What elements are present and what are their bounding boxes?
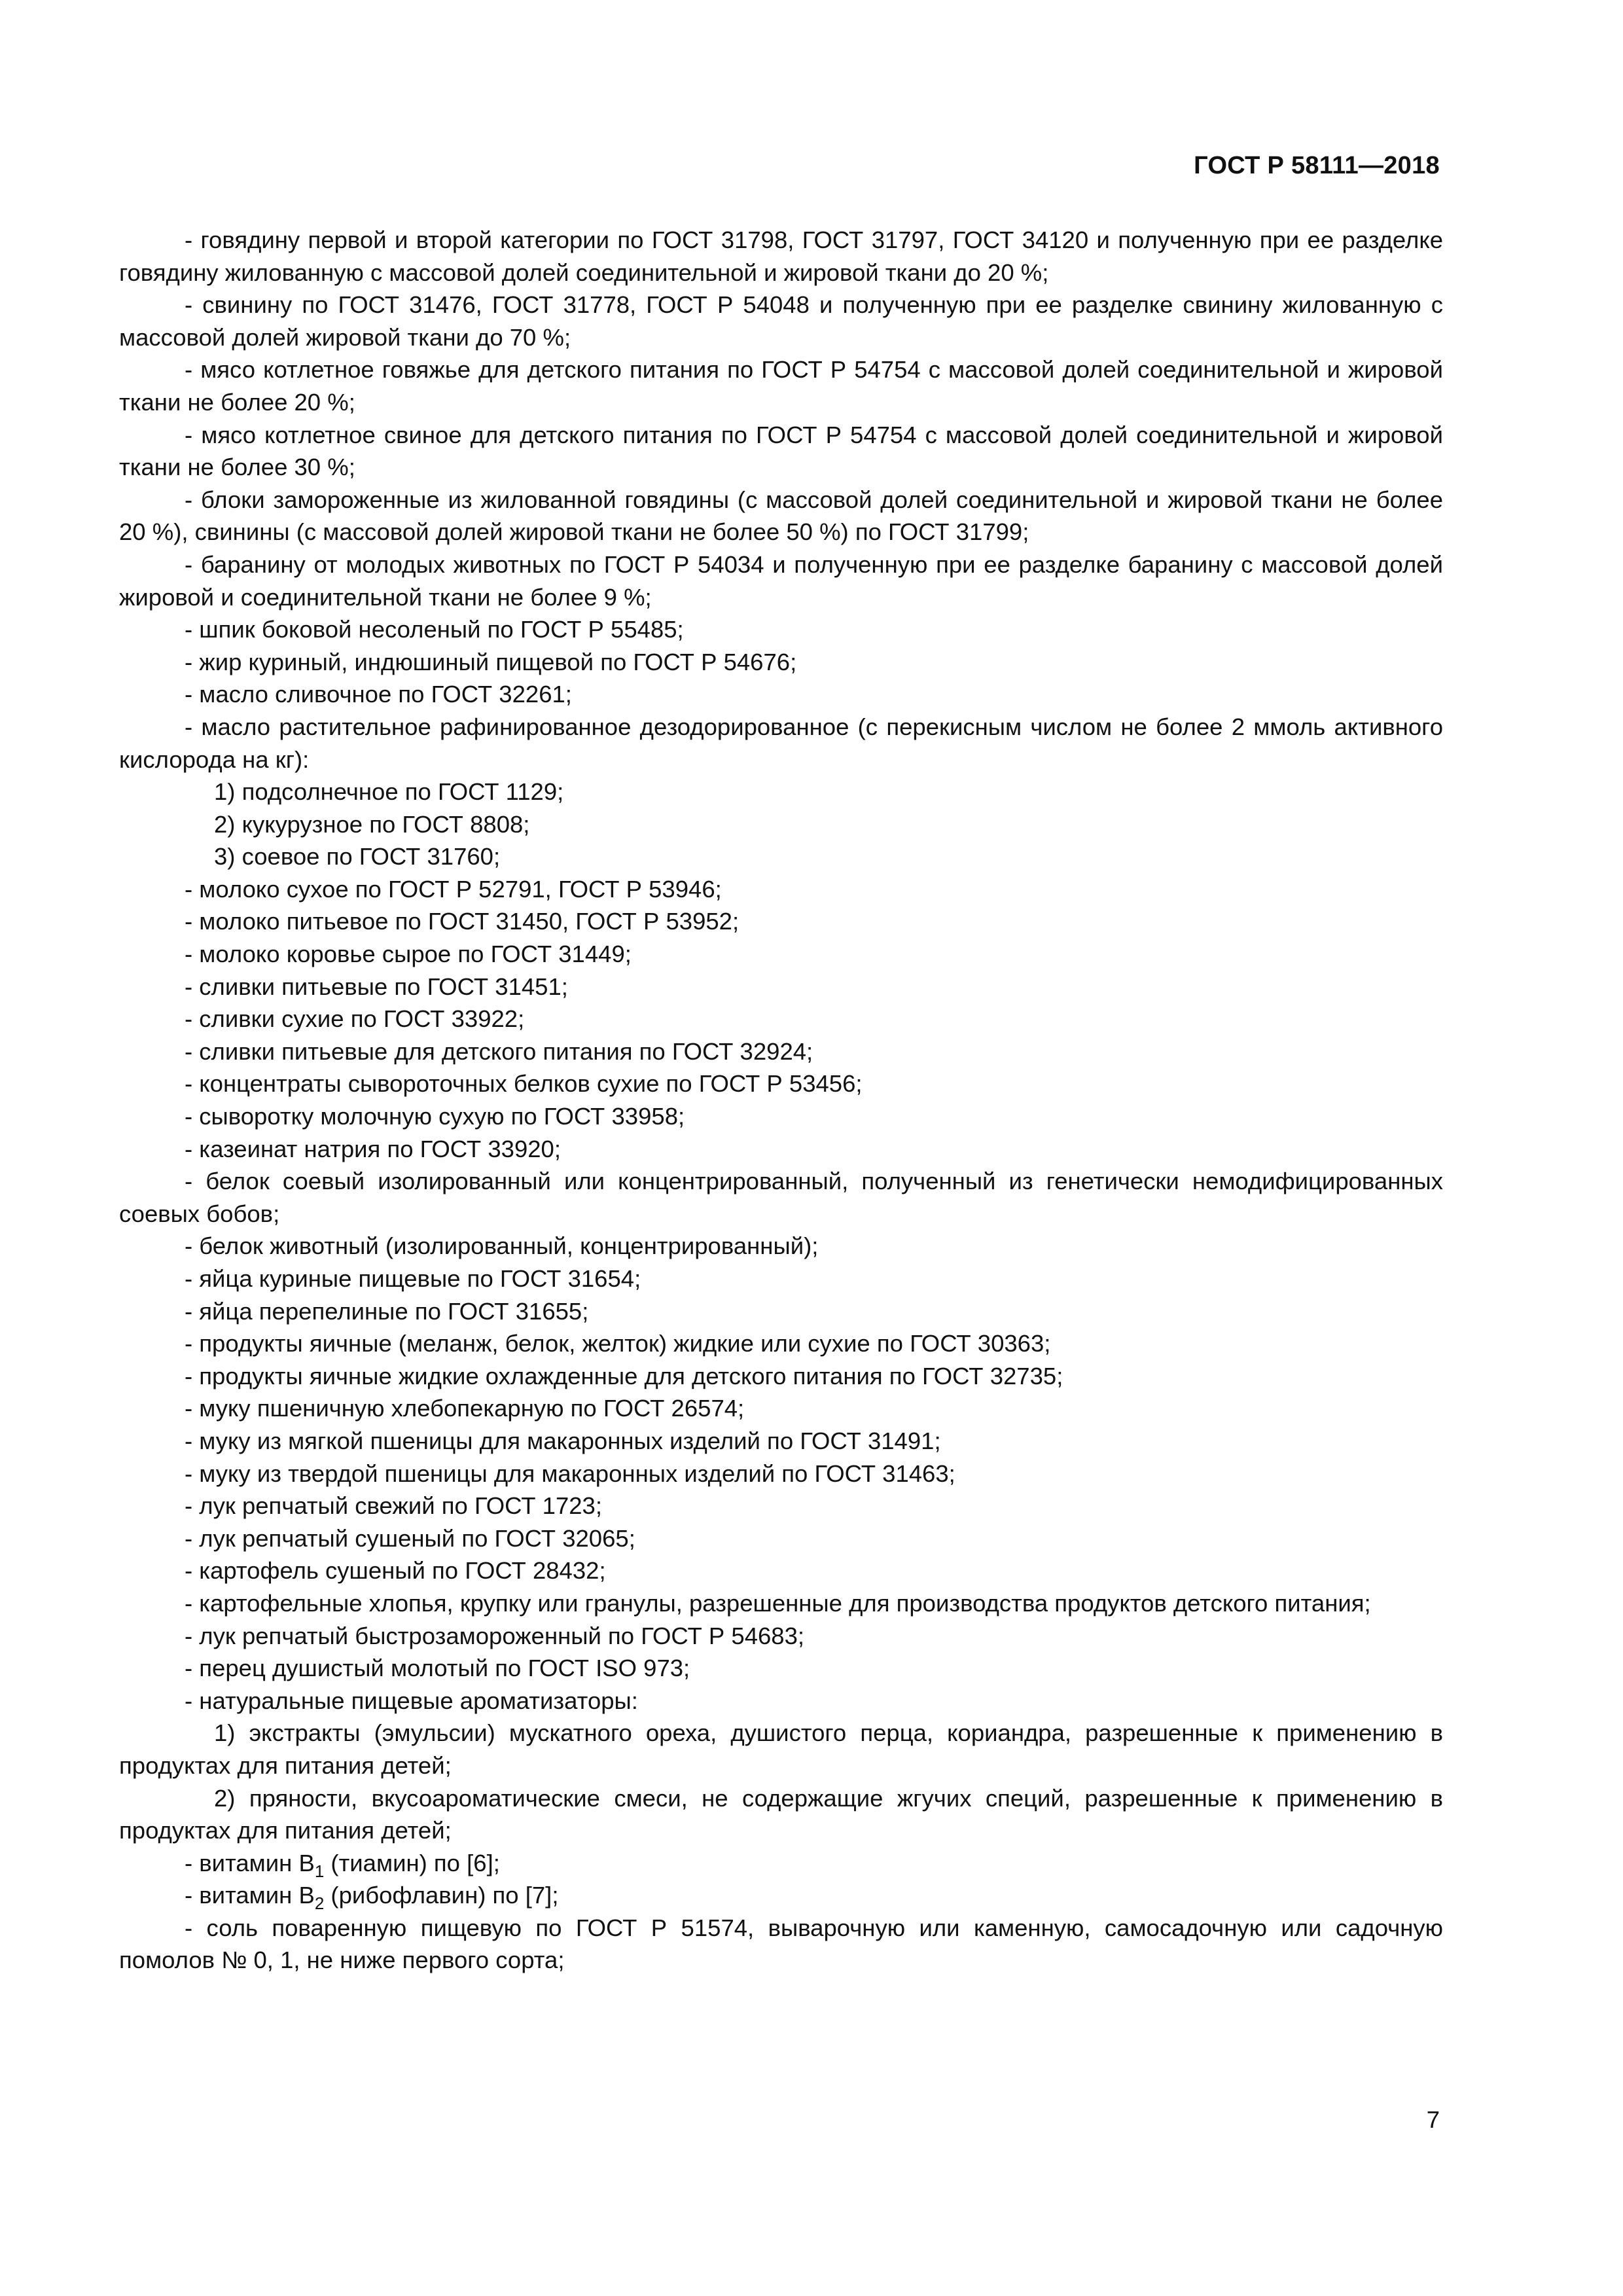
list-item: - сливки питьевые по ГОСТ 31451; [185,973,568,1000]
vitamin-b1-prefix: - витамин В [185,1849,315,1876]
list-item: - белок животный (изолированный, концентрированный); [185,1232,819,1260]
list-item: - баранину от молодых животных по ГОСТ Р 54034 и полученную при ее разделке баранину с массовой долей жировой и соединительной ткани не более 9 %; [119,550,1443,611]
list-item: - мясо котлетное говяжье для детского питания по ГОСТ Р 54754 с массовой долей соединительной и жировой ткани не более 20 %; [119,356,1443,416]
document-header: ГОСТ Р 58111—2018 [1194,152,1440,179]
list-item: - соль поваренную пищевую по ГОСТ Р 51574, выварочную или каменную, самосадочную или садочную помолов № 0, 1, не ниже первого сорта; [119,1914,1443,1974]
list-item: - говядину первой и второй категории по ГОСТ 31798, ГОСТ 31797, ГОСТ 34120 и полученную при ее разделке говядину жилованную с массовой долей соединительной и жировой ткани до 20 %; [119,226,1443,286]
list-item: - молоко коровье сырое по ГОСТ 31449; [185,941,632,968]
vitamin-b1-subscript: 1 [314,1861,325,1881]
list-item: - масло растительное рафинированное дезодорированное (с перекисным числом не более 2 ммоль активного кислорода на кг): [119,713,1443,773]
list-item: - белок соевый изолированный или концентрированный, полученный из генетически немодифицированных соевых бобов; [119,1168,1443,1227]
list-item: - сыворотку молочную сухую по ГОСТ 33958; [185,1103,685,1130]
ingredients-list [119,224,1443,1977]
list-item: - сливки сухие по ГОСТ 33922; [185,1005,525,1033]
sub-list-item: 3) соевое по ГОСТ 31760; [214,843,501,870]
list-item: - концентраты сывороточных белков сухие по ГОСТ Р 53456; [185,1070,863,1098]
list-item: - жир куриный, индюшиный пищевой по ГОСТ Р 54676; [185,648,797,675]
vitamin-b2-suffix: (рибофлавин) по [7]; [324,1882,559,1909]
list-item-vitamin-b2 [119,1879,1443,1912]
list-item: - свинину по ГОСТ 31476, ГОСТ 31778, ГОСТ Р 54048 и полученную при ее разделке свинину жилованную с массовой долей жировой ткани до 70 %; [119,291,1443,351]
list-item: - натуральные пищевые ароматизаторы: [185,1687,638,1714]
list-item: - картофель сушеный по ГОСТ 28432; [185,1557,606,1585]
list-item: - перец душистый молотый по ГОСТ ISO 973; [185,1655,690,1682]
list-item: - лук репчатый сушеный по ГОСТ 32065; [185,1524,635,1552]
list-item: - сливки питьевые для детского питания по ГОСТ 32924; [185,1037,813,1065]
vitamin-b2-prefix: - витамин В [185,1882,315,1909]
list-item: - блоки замороженные из жилованной говядины (с массовой долей соединительной и жировой ткани не более 20 %), свинины (с массовой долей жировой ткани не более 50 %) по ГОСТ 31799; [119,486,1443,546]
list-item: - муку из твердой пшеницы для макаронных изделий по ГОСТ 31463; [185,1460,955,1487]
list-item: - молоко питьевое по ГОСТ 31450, ГОСТ Р 53952; [185,908,740,935]
list-item: - лук репчатый свежий по ГОСТ 1723; [185,1492,603,1520]
vitamin-b1-suffix: (тиамин) по [6]; [324,1849,500,1876]
list-item-vitamin-b1 [119,1847,1443,1880]
sub-list-item: 2) кукурузное по ГОСТ 8808; [214,810,530,838]
list-item: - картофельные хлопья, крупку или гранулы, разрешенные для производства продуктов детского питания; [185,1589,1371,1617]
list-item: - молоко сухое по ГОСТ Р 52791, ГОСТ Р 53946; [185,875,722,903]
list-item: - масло сливочное по ГОСТ 32261; [185,681,572,708]
list-item: - лук репчатый быстрозамороженный по ГОСТ Р 54683; [185,1622,805,1649]
sub-list-item: 1) экстракты (эмульсии) мускатного ореха, душистого перца, кориандра, разрешенные к применению в продуктах для питания детей; [119,1719,1443,1779]
page-number: 7 [1426,2106,1440,2133]
list-item: - яйца куриные пищевые по ГОСТ 31654; [185,1265,641,1292]
list-item: - муку из мягкой пшеницы для макаронных изделий по ГОСТ 31491; [185,1427,941,1454]
list-item: - продукты яичные (меланж, белок, желток) жидкие или сухие по ГОСТ 30363; [185,1330,1051,1357]
list-item: - казеинат натрия по ГОСТ 33920; [185,1135,561,1162]
list-item: - мясо котлетное свиное для детского питания по ГОСТ Р 54754 с массовой долей соединительной и жировой ткани не более 30 %; [119,421,1443,481]
list-item: - яйца перепелиные по ГОСТ 31655; [185,1297,589,1325]
sub-list-item: 2) пряности, вкусоароматические смеси, не содержащие жгучих специй, разрешенные к применению в продуктах для питания детей; [119,1784,1443,1844]
sub-list-item: 1) подсолнечное по ГОСТ 1129; [214,778,564,806]
list-item: - шпик боковой несоленый по ГОСТ Р 55485; [185,616,684,643]
list-item: - продукты яичные жидкие охлажденные для детского питания по ГОСТ 32735; [185,1362,1063,1390]
list-item: - муку пшеничную хлебопекарную по ГОСТ 26574; [185,1395,745,1422]
vitamin-b2-subscript: 2 [314,1893,325,1914]
